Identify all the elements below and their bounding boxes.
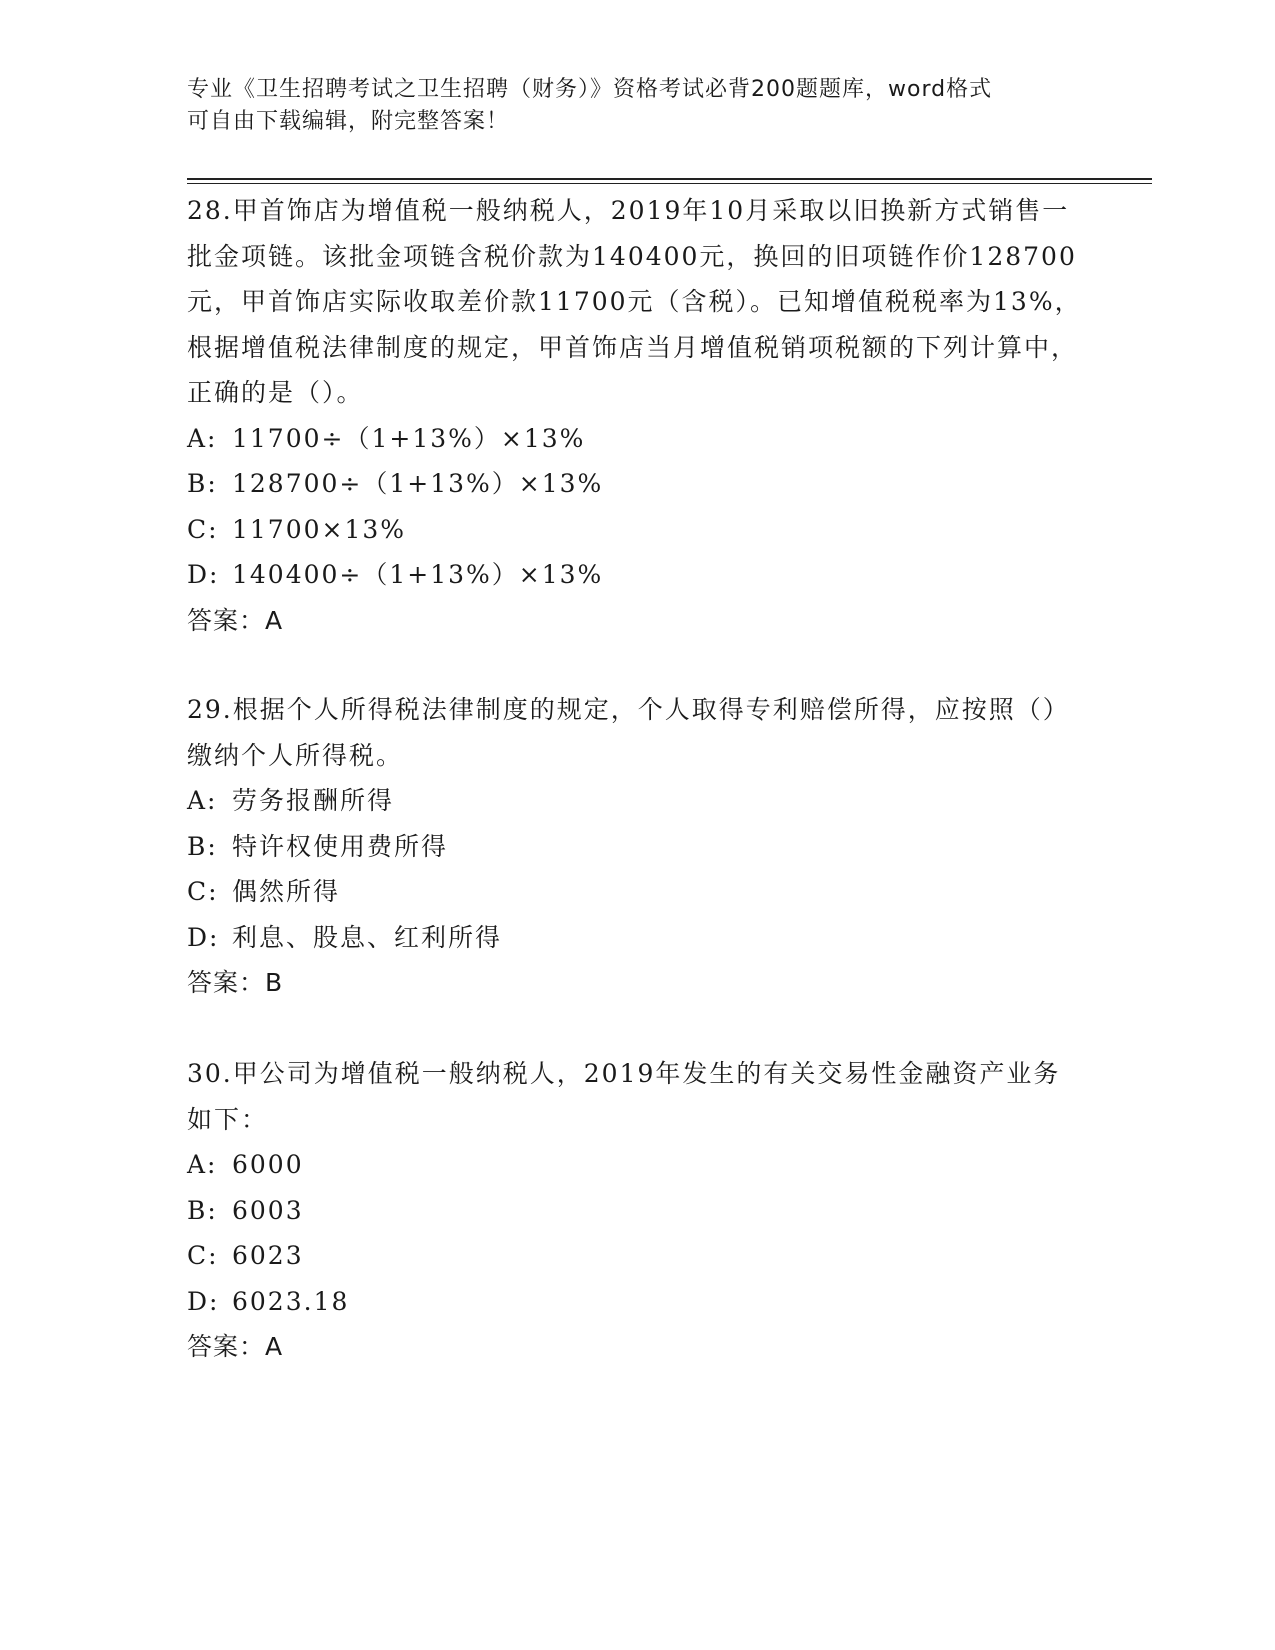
option-letter: A: (187, 786, 218, 815)
option-text: 11700÷（1+13%）×13% (232, 423, 586, 453)
option-c (187, 869, 1087, 915)
option-a (187, 1142, 1087, 1188)
option-letter: D: (187, 922, 220, 952)
option-text: 劳务报酬所得 (232, 786, 395, 815)
option-letter: A: (187, 1150, 218, 1179)
option-c (187, 507, 1087, 553)
option-a (187, 416, 1087, 462)
header-divider-thick (187, 178, 1152, 180)
answer-line: 答案：A (187, 605, 284, 635)
option-letter: C: (187, 877, 219, 906)
option-text: 偶然所得 (232, 877, 341, 906)
option-text: 11700×13% (232, 514, 407, 544)
header-title-line-1: 专业《卫生招聘考试之卫生招聘（财务）》资格考试必背200题题库，word格式 (187, 77, 993, 102)
option-letter: B: (187, 831, 218, 861)
option-d (187, 552, 1087, 598)
option-a (187, 778, 1087, 824)
option-b (187, 1188, 1087, 1234)
option-text: 128700÷（1+13%）×13% (232, 469, 604, 498)
answer-line: 答案：B (187, 968, 284, 997)
option-c (187, 1233, 1087, 1279)
header-divider-thin (187, 183, 1152, 184)
option-text: 6023.18 (232, 1286, 350, 1316)
option-letter: C: (187, 1241, 219, 1270)
question-29 (187, 687, 1087, 1006)
option-d (187, 1279, 1087, 1325)
question-stem: 29.根据个人所得税法律制度的规定，个人取得专利赔偿所得，应按照（）缴纳个人所得税。 (187, 695, 1070, 770)
option-text: 特许权使用费所得 (232, 831, 449, 861)
option-text: 6023 (232, 1241, 304, 1270)
option-letter: A: (187, 423, 218, 453)
option-b (187, 824, 1087, 870)
header-title-line-2: 可自由下载编辑，附完整答案！ (187, 109, 510, 134)
option-letter: D: (187, 1286, 220, 1316)
option-text: 利息、股息、红利所得 (232, 922, 503, 952)
option-text: 140400÷（1+13%）×13% (232, 560, 604, 589)
answer-line: 答案：A (187, 1332, 284, 1361)
option-text: 6003 (232, 1195, 304, 1225)
option-d (187, 915, 1087, 961)
option-letter: B: (187, 469, 218, 498)
question-stem: 30.甲公司为增值税一般纳税人，2019年发生的有关交易性金融资产业务如下： (187, 1059, 1061, 1134)
option-b (187, 461, 1087, 507)
question-28 (187, 188, 1087, 643)
option-letter: C: (187, 514, 219, 544)
question-30 (187, 1051, 1087, 1370)
question-stem: 28.甲首饰店为增值税一般纳税人，2019年10月采取以旧换新方式销售一批金项链。该批金项链含税价款为140400元，换回的旧项链作价128700元，甲首饰店实际收取差价款11700元（含税）。已知增值税税率为13%，根据增值税法律制度的规定，甲首饰店当月增值税销项税额的下列计算中，正确的是（）。 (187, 196, 1082, 407)
option-letter: B: (187, 1195, 218, 1225)
option-letter: D: (187, 560, 220, 589)
document-header (187, 74, 1087, 138)
option-text: 6000 (232, 1150, 304, 1179)
